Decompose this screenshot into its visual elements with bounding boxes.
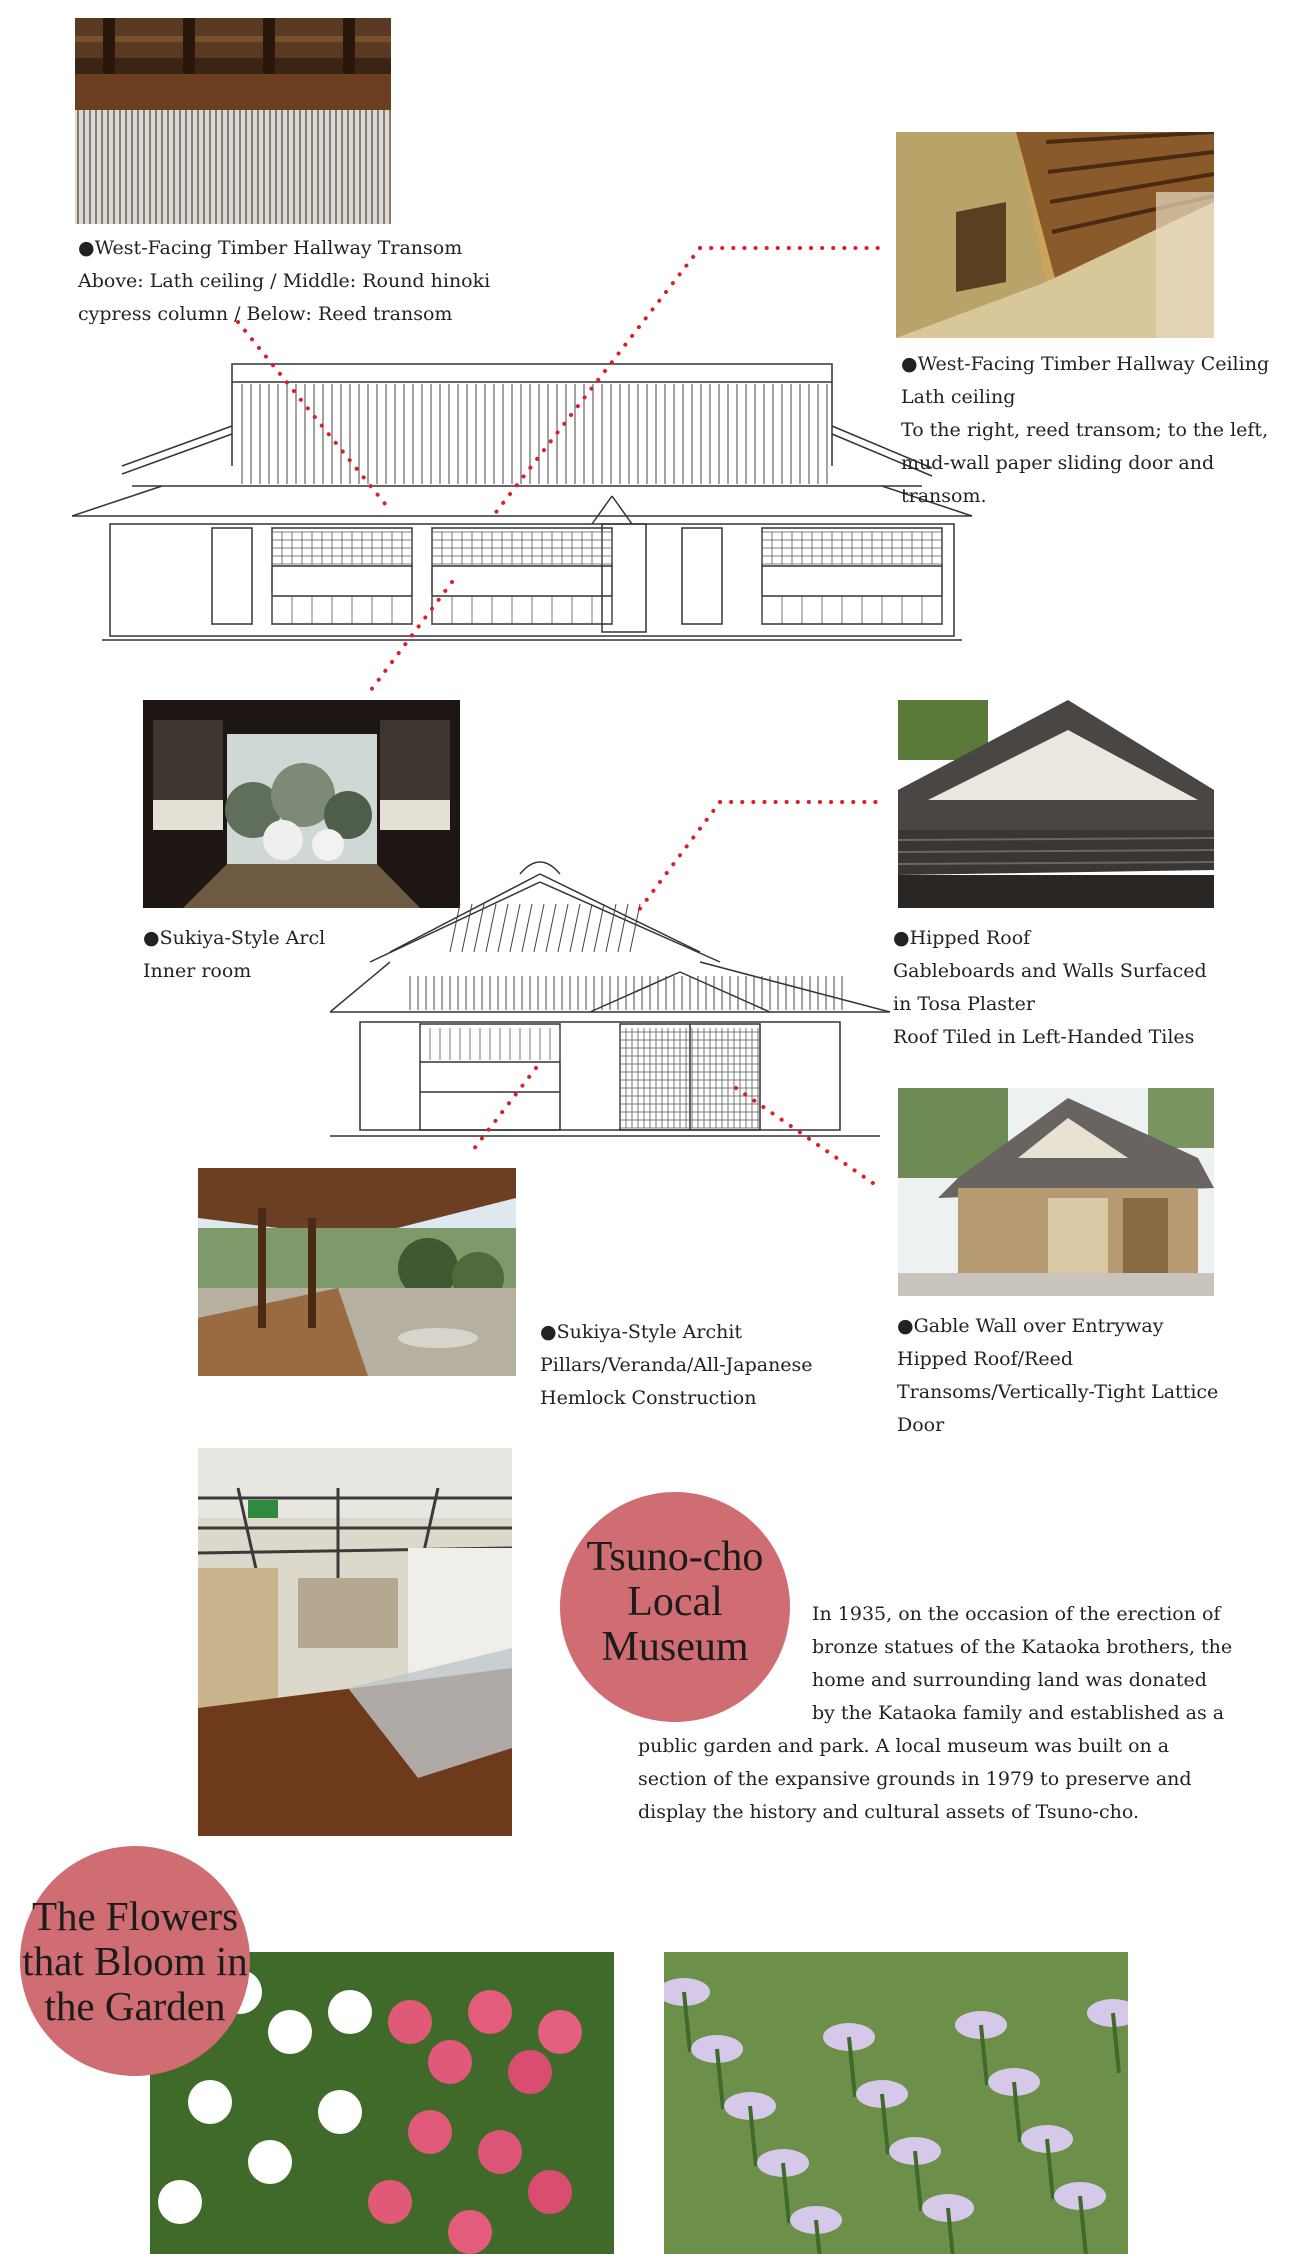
drawing-line [450,904,460,952]
veranda-photo [198,1168,516,1376]
transom-slat [335,110,337,224]
annex-building-elevation [330,852,890,1140]
hipped-roof-caption-line-1: Gableboards and Walls Surfaced [893,960,1207,982]
transom-slat [281,110,283,224]
transom-photo [75,18,391,224]
drawing-line [558,904,568,952]
flowers-title-line-2: that Bloom in [22,1938,248,1984]
transom-slat [377,110,379,224]
transom-caption-line-1: Above: Lath ceiling / Middle: Round hinoki [78,270,491,292]
azalea-bloom [328,1990,372,2034]
museum-paragraph-line-3: home and surrounding land was donated [812,1669,1207,1691]
hipped-roof-photo [898,700,1214,908]
transom-slat [185,110,187,224]
flowers-title-line-3: the Garden [44,1983,226,2029]
museum-title-line-2: Local [627,1579,723,1625]
transom-slat [341,110,343,224]
transom-slat [131,110,133,224]
azalea-bloom [508,2050,552,2094]
transom-slat [95,110,97,224]
drawing-line [498,904,508,952]
drawing-line [618,904,628,952]
main-building-elevation [72,356,982,646]
azalea-bloom [408,2110,452,2154]
museum-title [560,1535,790,1670]
transom-slat [113,110,115,224]
iris-photo [664,1952,1128,2254]
drawing-line [582,904,592,952]
transom-slat [119,110,121,224]
drawing-line [594,904,604,952]
museum-title-line-3: Museum [601,1624,749,1670]
veranda-caption-line-2: Hemlock Construction [540,1387,757,1409]
transom-slat [257,110,259,224]
hipped-roof-caption-line-2: in Tosa Plaster [893,993,1036,1015]
transom-slat [89,110,91,224]
azalea-bloom [368,2180,412,2224]
museum-interior-photo [198,1448,512,1836]
transom-caption-title: ●West-Facing Timber Hallway Transom [78,237,463,259]
gable-wall-caption-title: ●Gable Wall over Entryway [897,1315,1164,1337]
transom-slat [323,110,325,224]
museum-paragraph-top [812,1598,1232,1730]
gable-wall-caption-line-3: Door [897,1414,945,1436]
transom-slat [203,110,205,224]
gable-wall-photo [898,1088,1214,1296]
hipped-roof-caption-line-3: Roof Tiled in Left-Handed Tiles [893,1026,1195,1048]
drawing-line [534,904,544,952]
transom-slat [101,110,103,224]
museum-title-line-1: Tsuno-cho [586,1534,764,1580]
transom-slat [161,110,163,224]
azalea-bloom [538,2010,582,2054]
transom-slat [83,110,85,224]
transom-slat [233,110,235,224]
transom-slat [149,110,151,224]
transom-slat [371,110,373,224]
museum-paragraph-line-4: by the Kataoka family and established as a [812,1702,1225,1724]
azalea-bloom [388,2000,432,2044]
transom-slat [299,110,301,224]
azalea-bloom [448,2210,492,2254]
transom-slat [365,110,367,224]
drawing-line [510,904,520,952]
transom-slat [263,110,265,224]
museum-paragraph-line-6: section of the expansive grounds in 1979 to preserve and [638,1768,1192,1790]
transom-slat [275,110,277,224]
flowers-title [0,1894,276,2029]
transom-slat [227,110,229,224]
inner-room-caption-line-1: Inner room [143,960,252,982]
transom-slat [77,110,79,224]
ceiling-caption-line-4: transom. [901,485,987,507]
gable-wall-caption [897,1310,1218,1442]
drawing-line [486,904,496,952]
gable-wall-caption-line-2: Transoms/Vertically-Tight Lattice [897,1381,1219,1403]
drawing-line [546,904,556,952]
transom-slat [221,110,223,224]
transom-slat [209,110,211,224]
hallway-ceiling-photo [896,132,1214,338]
transom-slat [293,110,295,224]
drawing-line [570,904,580,952]
transom-slat [305,110,307,224]
flowers-title-line-1: The Flowers [31,1893,239,1939]
azalea-bloom [468,1990,512,2034]
azalea-bloom [188,2080,232,2124]
azalea-bloom [528,2170,572,2214]
azalea-bloom [248,2140,292,2184]
hipped-roof-caption-title: ●Hipped Roof [893,927,1031,949]
transom-slat [389,110,391,224]
transom-slat [359,110,361,224]
transom-slat [317,110,319,224]
transom-slat [143,110,145,224]
veranda-caption [540,1316,813,1415]
drawing-line [522,904,532,952]
veranda-caption-title: ●Sukiya-Style Archit [540,1321,743,1343]
transom-slat [353,110,355,224]
azalea-bloom [428,2040,472,2084]
transom-slat [383,110,385,224]
azalea-bloom [158,2180,202,2224]
transom-caption [78,232,490,331]
hipped-roof-caption [893,922,1207,1054]
ceiling-caption [901,348,1269,513]
azalea-bloom [478,2130,522,2174]
inner-room-caption [143,922,325,988]
transom-slat [347,110,349,224]
azalea-bloom [318,2090,362,2134]
transom-slat [269,110,271,224]
museum-paragraph-bottom [638,1730,1192,1829]
transom-slat [155,110,157,224]
ceiling-caption-line-2: To the right, reed transom; to the left, [901,419,1269,441]
inner-room-caption-title: ●Sukiya-Style Arcl [143,927,326,949]
transom-caption-line-2: cypress column / Below: Reed transom [78,303,453,325]
museum-paragraph-line-7: display the history and cultural assets of Tsuno-cho. [638,1801,1140,1823]
ceiling-caption-line-3: mud-wall paper sliding door and [901,452,1215,474]
transom-slat [287,110,289,224]
transom-slat [173,110,175,224]
transom-slat [215,110,217,224]
transom-slat [107,110,109,224]
transom-slat [251,110,253,224]
transom-slat [245,110,247,224]
transom-slat [311,110,313,224]
ceiling-caption-title: ●West-Facing Timber Hallway Ceiling [901,353,1270,375]
transom-slat [179,110,181,224]
transom-slat [137,110,139,224]
museum-paragraph-line-2: bronze statues of the Kataoka brothers, the [812,1636,1233,1658]
transom-slat [125,110,127,224]
drawing-line [630,904,640,952]
ceiling-caption-line-1: Lath ceiling [901,386,1016,408]
gable-wall-caption-line-1: Hipped Roof/Reed [897,1348,1073,1370]
transom-slat [167,110,169,224]
museum-paragraph-line-1: In 1935, on the occasion of the erection of [812,1603,1221,1625]
transom-slat [329,110,331,224]
transom-slat [239,110,241,224]
museum-paragraph-line-5: public garden and park. A local museum was built on a [638,1735,1170,1757]
veranda-caption-line-1: Pillars/Veranda/All-Japanese [540,1354,813,1376]
transom-slat [197,110,199,224]
transom-slat [191,110,193,224]
